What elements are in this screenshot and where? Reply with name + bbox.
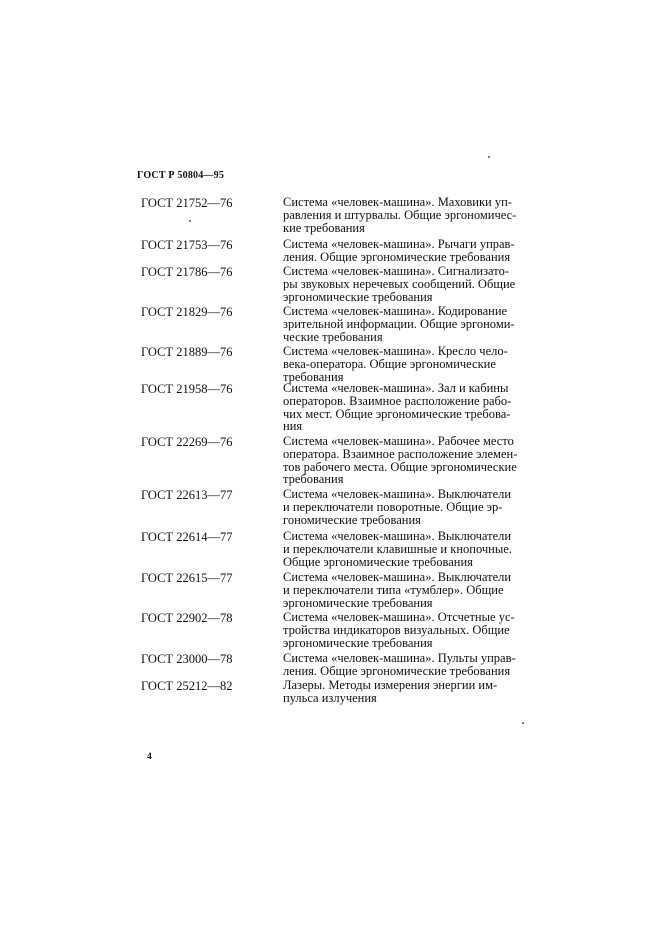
title-line: оператора. Взаимное расположение элемен- — [283, 446, 518, 461]
title-line: равления и штурвалы. Общие эргономичес- — [283, 207, 517, 222]
scan-speck — [488, 156, 490, 158]
title-line: Система «человек-машина». Сигнализато- — [283, 264, 509, 278]
standard-title — [283, 435, 519, 486]
title-line: Общие эргономические требования — [283, 554, 473, 569]
standard-code: ГОСТ 23000—78 — [141, 652, 233, 666]
title-line: и переключатели клавишные и кнопочные. — [283, 541, 512, 556]
page-header: ГОСТ Р 50804—95 — [137, 170, 225, 181]
standard-title — [283, 382, 519, 433]
standard-title — [283, 196, 519, 234]
title-line: операторов. Взаимное расположение рабо- — [283, 393, 512, 408]
title-line: эргономические требования — [283, 635, 433, 650]
title-line: Система «человек-машина». Маховики уп- — [283, 195, 512, 209]
standard-title — [283, 571, 519, 609]
title-line: эргономические требования — [283, 595, 433, 610]
title-line: Система «человек-машина». Рычаги управ- — [283, 237, 515, 251]
title-line: и переключатели поворотные. Общие эр- — [283, 499, 503, 514]
scan-speck — [522, 722, 524, 724]
title-line: Система «человек-машина». Кресло чело- — [283, 344, 508, 358]
standard-code: ГОСТ 22902—78 — [141, 611, 233, 625]
title-line: гономические требования — [283, 512, 421, 527]
standard-title — [283, 305, 519, 343]
title-line: Лазеры. Методы измерения энергии им- — [283, 678, 498, 692]
title-line: ния — [283, 419, 303, 434]
standard-code: ГОСТ 21786—76 — [141, 265, 233, 279]
title-line: и переключатели типа «тумблер». Общие — [283, 582, 504, 597]
standard-code: ГОСТ 21958—76 — [141, 382, 233, 396]
standard-code: ГОСТ 22269—76 — [141, 435, 233, 449]
title-line: Система «человек-машина». Пульты управ- — [283, 651, 516, 665]
standard-code: ГОСТ 22613—77 — [141, 488, 233, 502]
standard-title — [283, 265, 519, 303]
standard-title — [283, 679, 519, 705]
standard-code: ГОСТ 21889—76 — [141, 345, 233, 359]
title-line: века-оператора. Общие эргономические — [283, 356, 496, 371]
title-line: чих мест. Общие эргономические требова- — [283, 406, 511, 421]
title-line: ческие требования — [283, 329, 383, 344]
title-line: Система «человек-машина». Рабочее место — [283, 434, 514, 448]
standard-title — [283, 652, 519, 678]
standard-code: ГОСТ 21829—76 — [141, 305, 233, 319]
title-line: тройства индикаторов визуальных. Общие — [283, 622, 510, 637]
title-line: ления. Общие эргономические требования — [283, 663, 511, 678]
title-line: кие требования — [283, 220, 365, 235]
standard-title — [283, 530, 519, 568]
title-line: требования — [283, 472, 344, 487]
title-line: пульса излучения — [283, 690, 377, 705]
title-line: Система «человек-машина». Выключатели — [283, 529, 512, 543]
standard-title — [283, 611, 519, 649]
standard-code: ГОСТ 21753—76 — [141, 238, 233, 252]
title-line: тов рабочего места. Общие эргономические — [283, 459, 517, 474]
standard-title — [283, 345, 519, 383]
title-line: Система «человек-машина». Зал и кабины — [283, 381, 509, 395]
standard-code: ГОСТ 22615—77 — [141, 571, 233, 585]
page-number: 4 — [147, 752, 152, 762]
standard-code: ГОСТ 22614—77 — [141, 530, 233, 544]
title-line: эргономические требования — [283, 289, 433, 304]
title-line: зрительной информации. Общие эргономи- — [283, 316, 515, 331]
title-line: Система «человек-машина». Кодирование — [283, 304, 508, 318]
standard-code: ГОСТ 25212—82 — [141, 679, 233, 693]
scan-speck — [189, 220, 191, 222]
title-line: ры звуковых неречевых сообщений. Общие — [283, 276, 516, 291]
title-line: Система «человек-машина». Отсчетные ус- — [283, 610, 515, 624]
title-line: требования — [283, 369, 344, 384]
title-line: Система «человек-машина». Выключатели — [283, 570, 512, 584]
standard-code: ГОСТ 21752—76 — [141, 196, 233, 210]
title-line: Система «человек-машина». Выключатели — [283, 487, 512, 501]
title-line: ления. Общие эргономические требования — [283, 249, 511, 264]
standard-title — [283, 238, 519, 264]
standard-title — [283, 488, 519, 526]
